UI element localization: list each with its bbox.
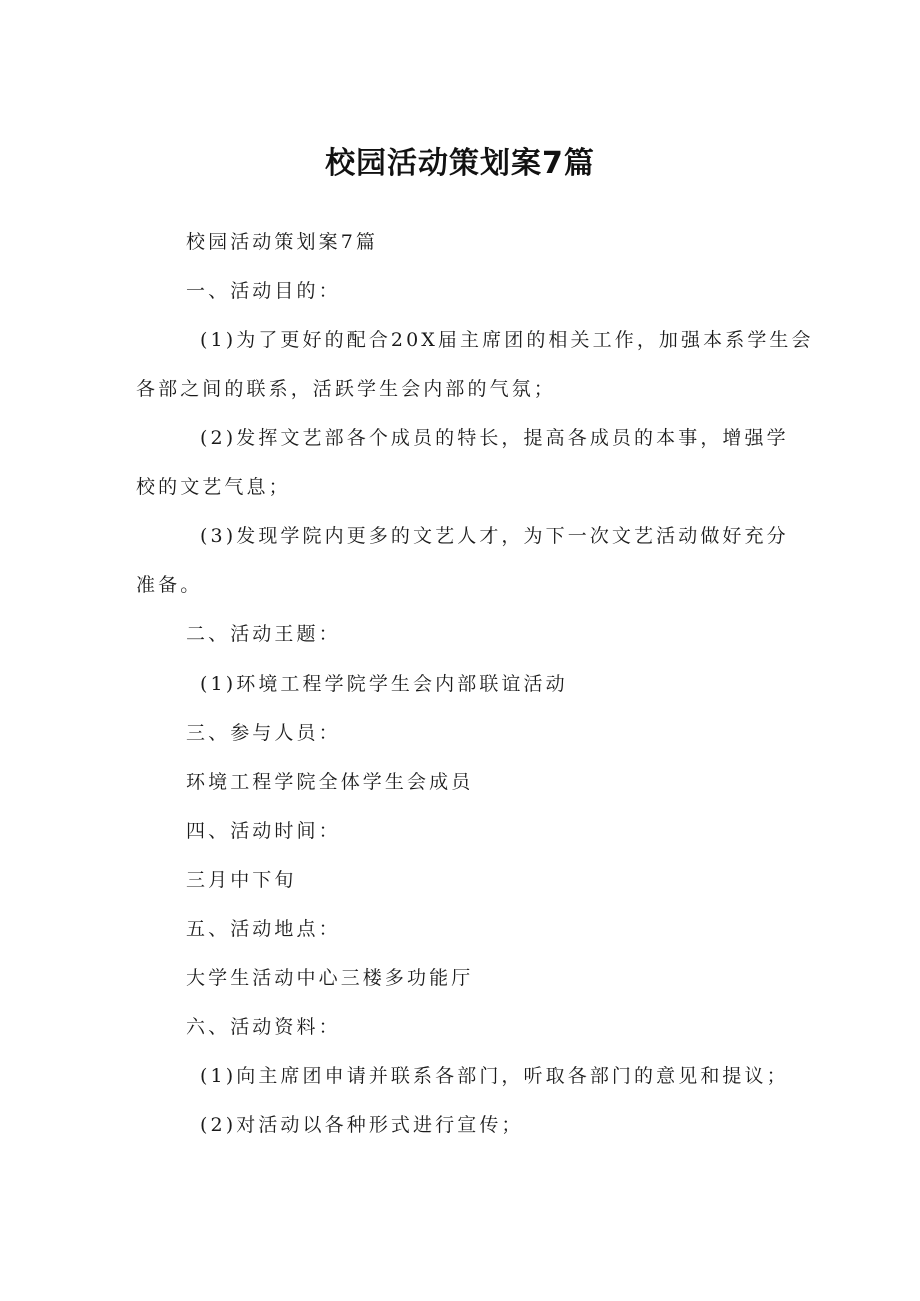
text-line: 准备。 <box>136 574 203 596</box>
text-line: 大学生活动中心三楼多功能厅 <box>186 967 474 989</box>
text-line: (1)向主席团申请并联系各部门，听取各部门的意见和提议； <box>200 1065 789 1087</box>
text-line: (2)发挥文艺部各个成员的特长，提高各成员的本事，增强学 <box>200 427 789 449</box>
text-line: 三月中下旬 <box>186 869 297 891</box>
text-line: 五、活动地点： <box>186 918 341 940</box>
text-line: 四、活动时间： <box>186 820 341 842</box>
text-line: 二、活动王题： <box>186 623 341 645</box>
text-line: (3)发现学院内更多的文艺人才，为下一次文艺活动做好充分 <box>200 525 789 547</box>
text-line: (1)环境工程学院学生会内部联谊活动 <box>200 673 568 695</box>
text-line: (2)对活动以各种形式进行宣传； <box>200 1114 524 1136</box>
text-line: 环境工程学院全体学生会成员 <box>186 771 474 793</box>
text-line: (1)为了更好的配合20X届主席团的相关工作，加强本系学生会 <box>200 329 814 351</box>
text-line: 六、活动资料： <box>186 1016 341 1038</box>
text-line: 三、参与人员： <box>186 722 341 744</box>
text-line: 校的文艺气息； <box>136 476 291 498</box>
text-line: 校园活动策划案7篇 <box>186 231 378 253</box>
document-title: 校园活动策划案7篇 <box>325 146 595 181</box>
text-line: 一、活动目的： <box>186 280 341 302</box>
text-line: 各部之间的联系，活跃学生会内部的气氛； <box>136 378 556 400</box>
